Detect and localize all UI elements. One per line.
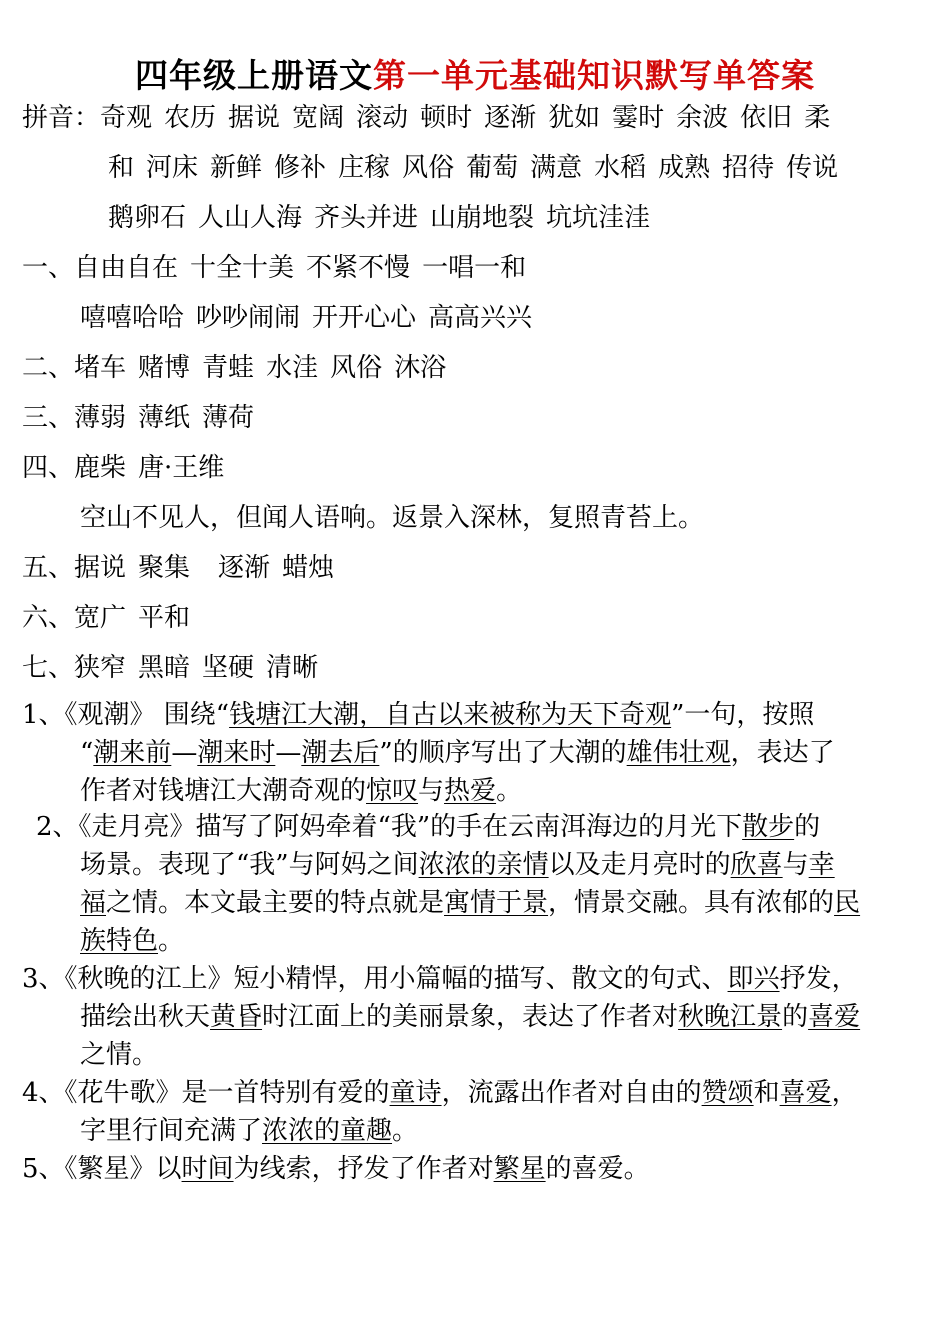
title-black-part: 四年级上册语文 — [135, 56, 373, 95]
pinyin-word: 传说 — [786, 153, 839, 183]
pinyin-word: 和 — [108, 153, 135, 183]
word: 黑暗 — [138, 653, 191, 683]
poem-text: 空山不见人，但闻人语响。返景入深林，复照青苔上。 — [80, 503, 705, 533]
section-label: 五、 — [22, 553, 75, 583]
word: 水洼 — [266, 353, 319, 383]
paragraph-line — [36, 884, 932, 922]
underlined-answer: 福 — [80, 888, 107, 918]
idiom: 开开心心 — [312, 303, 417, 333]
paragraph-line — [22, 1074, 932, 1112]
underlined-answer: 赞颂 — [701, 1078, 754, 1108]
pinyin-word: 人山人海 — [198, 203, 303, 233]
pinyin-word: 滚动 — [356, 103, 409, 133]
section-label: 一、 — [22, 253, 75, 283]
pinyin-word: 据说 — [228, 103, 281, 133]
underlined-answer: 时间 — [181, 1154, 234, 1184]
text: 作者对钱塘江大潮奇观的 — [80, 776, 367, 806]
pinyin-word: 成熟 — [658, 153, 711, 183]
section-1-line-1 — [22, 252, 526, 284]
poem-title: 鹿柴 — [74, 453, 127, 483]
text: 为线索，抒发了作者对 — [233, 1154, 494, 1184]
text: 以及走月亮时的 — [548, 850, 731, 880]
underlined-answer: 幸 — [808, 850, 835, 880]
idiom: 嘻嘻哈哈 — [80, 303, 185, 333]
word: 平和 — [138, 603, 191, 633]
section-4-poem — [80, 502, 704, 534]
section-7 — [22, 652, 318, 684]
paragraph-line — [22, 1036, 932, 1074]
word: 聚集 — [138, 553, 191, 583]
word: 薄弱 — [74, 403, 127, 433]
pinyin-word: 修补 — [274, 153, 327, 183]
poem-author: 唐·王维 — [138, 453, 225, 483]
pinyin-word: 风俗 — [402, 153, 455, 183]
pinyin-word: 农历 — [164, 103, 217, 133]
section-4-heading — [22, 452, 224, 484]
text: 的喜爱。 — [545, 1154, 650, 1184]
section-label: 三、 — [22, 403, 75, 433]
paragraph-line — [36, 922, 932, 960]
word: 沐浴 — [394, 353, 447, 383]
page-title — [0, 50, 950, 97]
underlined-answer: 民 — [834, 888, 861, 918]
paragraph-line — [22, 1112, 932, 1150]
idiom: 高高兴兴 — [428, 303, 533, 333]
underlined-answer: 黄昏 — [210, 1002, 263, 1032]
word: 赌博 — [138, 353, 191, 383]
text: 1、《观潮》 围绕“ — [22, 700, 230, 730]
paragraph-line — [36, 808, 932, 846]
section-label: 二、 — [22, 353, 75, 383]
pinyin-word: 新鲜 — [210, 153, 263, 183]
text: — — [171, 738, 198, 768]
idiom: 不紧不慢 — [306, 253, 411, 283]
text: 抒发， — [779, 964, 858, 994]
underlined-answer: 繁星 — [493, 1154, 546, 1184]
section-1-line-2 — [80, 302, 532, 334]
pinyin-line-1 — [22, 102, 830, 134]
underlined-answer: 浓浓的亲情 — [418, 850, 549, 880]
pinyin-word: 河床 — [146, 153, 199, 183]
underlined-answer: 秋晚江景 — [678, 1002, 783, 1032]
idiom: 一唱一和 — [422, 253, 527, 283]
section-6 — [22, 602, 190, 634]
pinyin-word: 余波 — [676, 103, 729, 133]
pinyin-label: 拼音： — [22, 103, 101, 133]
underlined-answer: 热爱 — [444, 776, 497, 806]
paragraph-3 — [22, 960, 932, 1074]
underlined-answer: 潮来前 — [93, 738, 172, 768]
word: 风俗 — [330, 353, 383, 383]
text: 的 — [782, 1002, 809, 1032]
underlined-answer: 童诗 — [389, 1078, 442, 1108]
text: ， — [831, 1078, 858, 1108]
underlined-answer: 喜爱 — [808, 1002, 861, 1032]
pinyin-line-2 — [108, 152, 838, 184]
paragraph-4 — [22, 1074, 932, 1150]
section-label: 七、 — [22, 653, 75, 683]
paragraph-line — [22, 1150, 932, 1188]
title-red-part: 第一单元基础知识默写单答案 — [373, 56, 815, 95]
word: 据说 — [74, 553, 127, 583]
section-3 — [22, 402, 254, 434]
underlined-answer: 雄伟壮观 — [626, 738, 731, 768]
paragraph-line — [22, 696, 932, 734]
pinyin-word: 奇观 — [100, 103, 153, 133]
idiom: 吵吵闹闹 — [196, 303, 301, 333]
pinyin-word: 水稻 — [594, 153, 647, 183]
underlined-answer: 钱塘江大潮，自古以来被称为天下奇观 — [229, 700, 672, 730]
word: 堵车 — [74, 353, 127, 383]
pinyin-word: 霎时 — [612, 103, 665, 133]
text: ，情景交融。具有浓郁的 — [548, 888, 835, 918]
underlined-answer: 寓情于景 — [444, 888, 549, 918]
text: 。 — [496, 776, 523, 806]
word: 逐渐 — [218, 553, 271, 583]
text: 2、《走月亮》描写了阿妈牵着“我”的手在云南洱海边的月光下 — [36, 812, 743, 842]
text: 4、《花牛歌》是一首特别有爱的 — [22, 1078, 390, 1108]
text: 时江面上的美丽景象，表达了作者对 — [262, 1002, 679, 1032]
underlined-answer: 即兴 — [727, 964, 780, 994]
pinyin-word: 顿时 — [420, 103, 473, 133]
pinyin-word: 葡萄 — [466, 153, 519, 183]
pinyin-word: 庄稼 — [338, 153, 391, 183]
underlined-answer: 浓浓的童趣 — [262, 1116, 393, 1146]
word: 狭窄 — [74, 653, 127, 683]
pinyin-word: 鹅卵石 — [108, 203, 187, 233]
paragraph-1 — [22, 696, 932, 810]
paragraph-line — [22, 772, 932, 810]
text: ”的顺序写出了大潮的 — [379, 738, 627, 768]
paragraph-2 — [36, 808, 932, 960]
paragraph-line — [22, 960, 932, 998]
section-label: 六、 — [22, 603, 75, 633]
paragraph-line — [22, 998, 932, 1036]
paragraph-line — [36, 846, 932, 884]
word: 清晰 — [266, 653, 319, 683]
text: ，表达了 — [730, 738, 835, 768]
text: 描绘出秋天 — [80, 1002, 211, 1032]
underlined-answer: 惊叹 — [366, 776, 419, 806]
idiom: 十全十美 — [190, 253, 295, 283]
text: — — [275, 738, 302, 768]
text: 与 — [782, 850, 809, 880]
pinyin-word: 坑坑洼洼 — [546, 203, 651, 233]
text: 。 — [392, 1116, 419, 1146]
text: 字里行间充满了 — [80, 1116, 263, 1146]
text: 3、《秋晚的江上》短小精悍，用小篇幅的描写、散文的句式、 — [22, 964, 728, 994]
word: 宽广 — [74, 603, 127, 633]
text: ”一句，按照 — [671, 700, 815, 730]
text: 之情。 — [80, 1040, 159, 1070]
word: 蜡烛 — [282, 553, 335, 583]
pinyin-word: 齐头并进 — [314, 203, 419, 233]
underlined-answer: 喜爱 — [779, 1078, 832, 1108]
section-label: 四、 — [22, 453, 75, 483]
word: 坚硬 — [202, 653, 255, 683]
word: 青蛙 — [202, 353, 255, 383]
idiom: 自由自在 — [74, 253, 179, 283]
text: 5、《繁星》以 — [22, 1154, 182, 1184]
pinyin-word: 犹如 — [548, 103, 601, 133]
pinyin-word: 山崩地裂 — [430, 203, 535, 233]
pinyin-word: 宽阔 — [292, 103, 345, 133]
paragraph-line — [22, 734, 932, 772]
paragraph-5 — [22, 1150, 932, 1188]
text: 之情。本文最主要的特点就是 — [106, 888, 445, 918]
text: 场景。表现了“我”与阿妈之间 — [80, 850, 419, 880]
text: ，流露出作者对自由的 — [441, 1078, 702, 1108]
word: 薄纸 — [138, 403, 191, 433]
pinyin-line-3 — [108, 202, 650, 234]
underlined-answer: 欣喜 — [730, 850, 783, 880]
pinyin-word: 满意 — [530, 153, 583, 183]
pinyin-word: 逐渐 — [484, 103, 537, 133]
pinyin-word: 柔 — [804, 103, 831, 133]
text: 和 — [753, 1078, 780, 1108]
pinyin-word: 依旧 — [740, 103, 793, 133]
underlined-answer: 潮去后 — [301, 738, 380, 768]
word: 薄荷 — [202, 403, 255, 433]
text: “ — [80, 738, 94, 768]
text: 与 — [418, 776, 445, 806]
underlined-answer: 潮来时 — [197, 738, 276, 768]
pinyin-word: 招待 — [722, 153, 775, 183]
section-2 — [22, 352, 446, 384]
section-5 — [22, 552, 334, 584]
underlined-answer: 族特色 — [80, 926, 159, 956]
text: 。 — [158, 926, 185, 956]
underlined-answer: 散步 — [742, 812, 795, 842]
text: 的 — [794, 812, 821, 842]
